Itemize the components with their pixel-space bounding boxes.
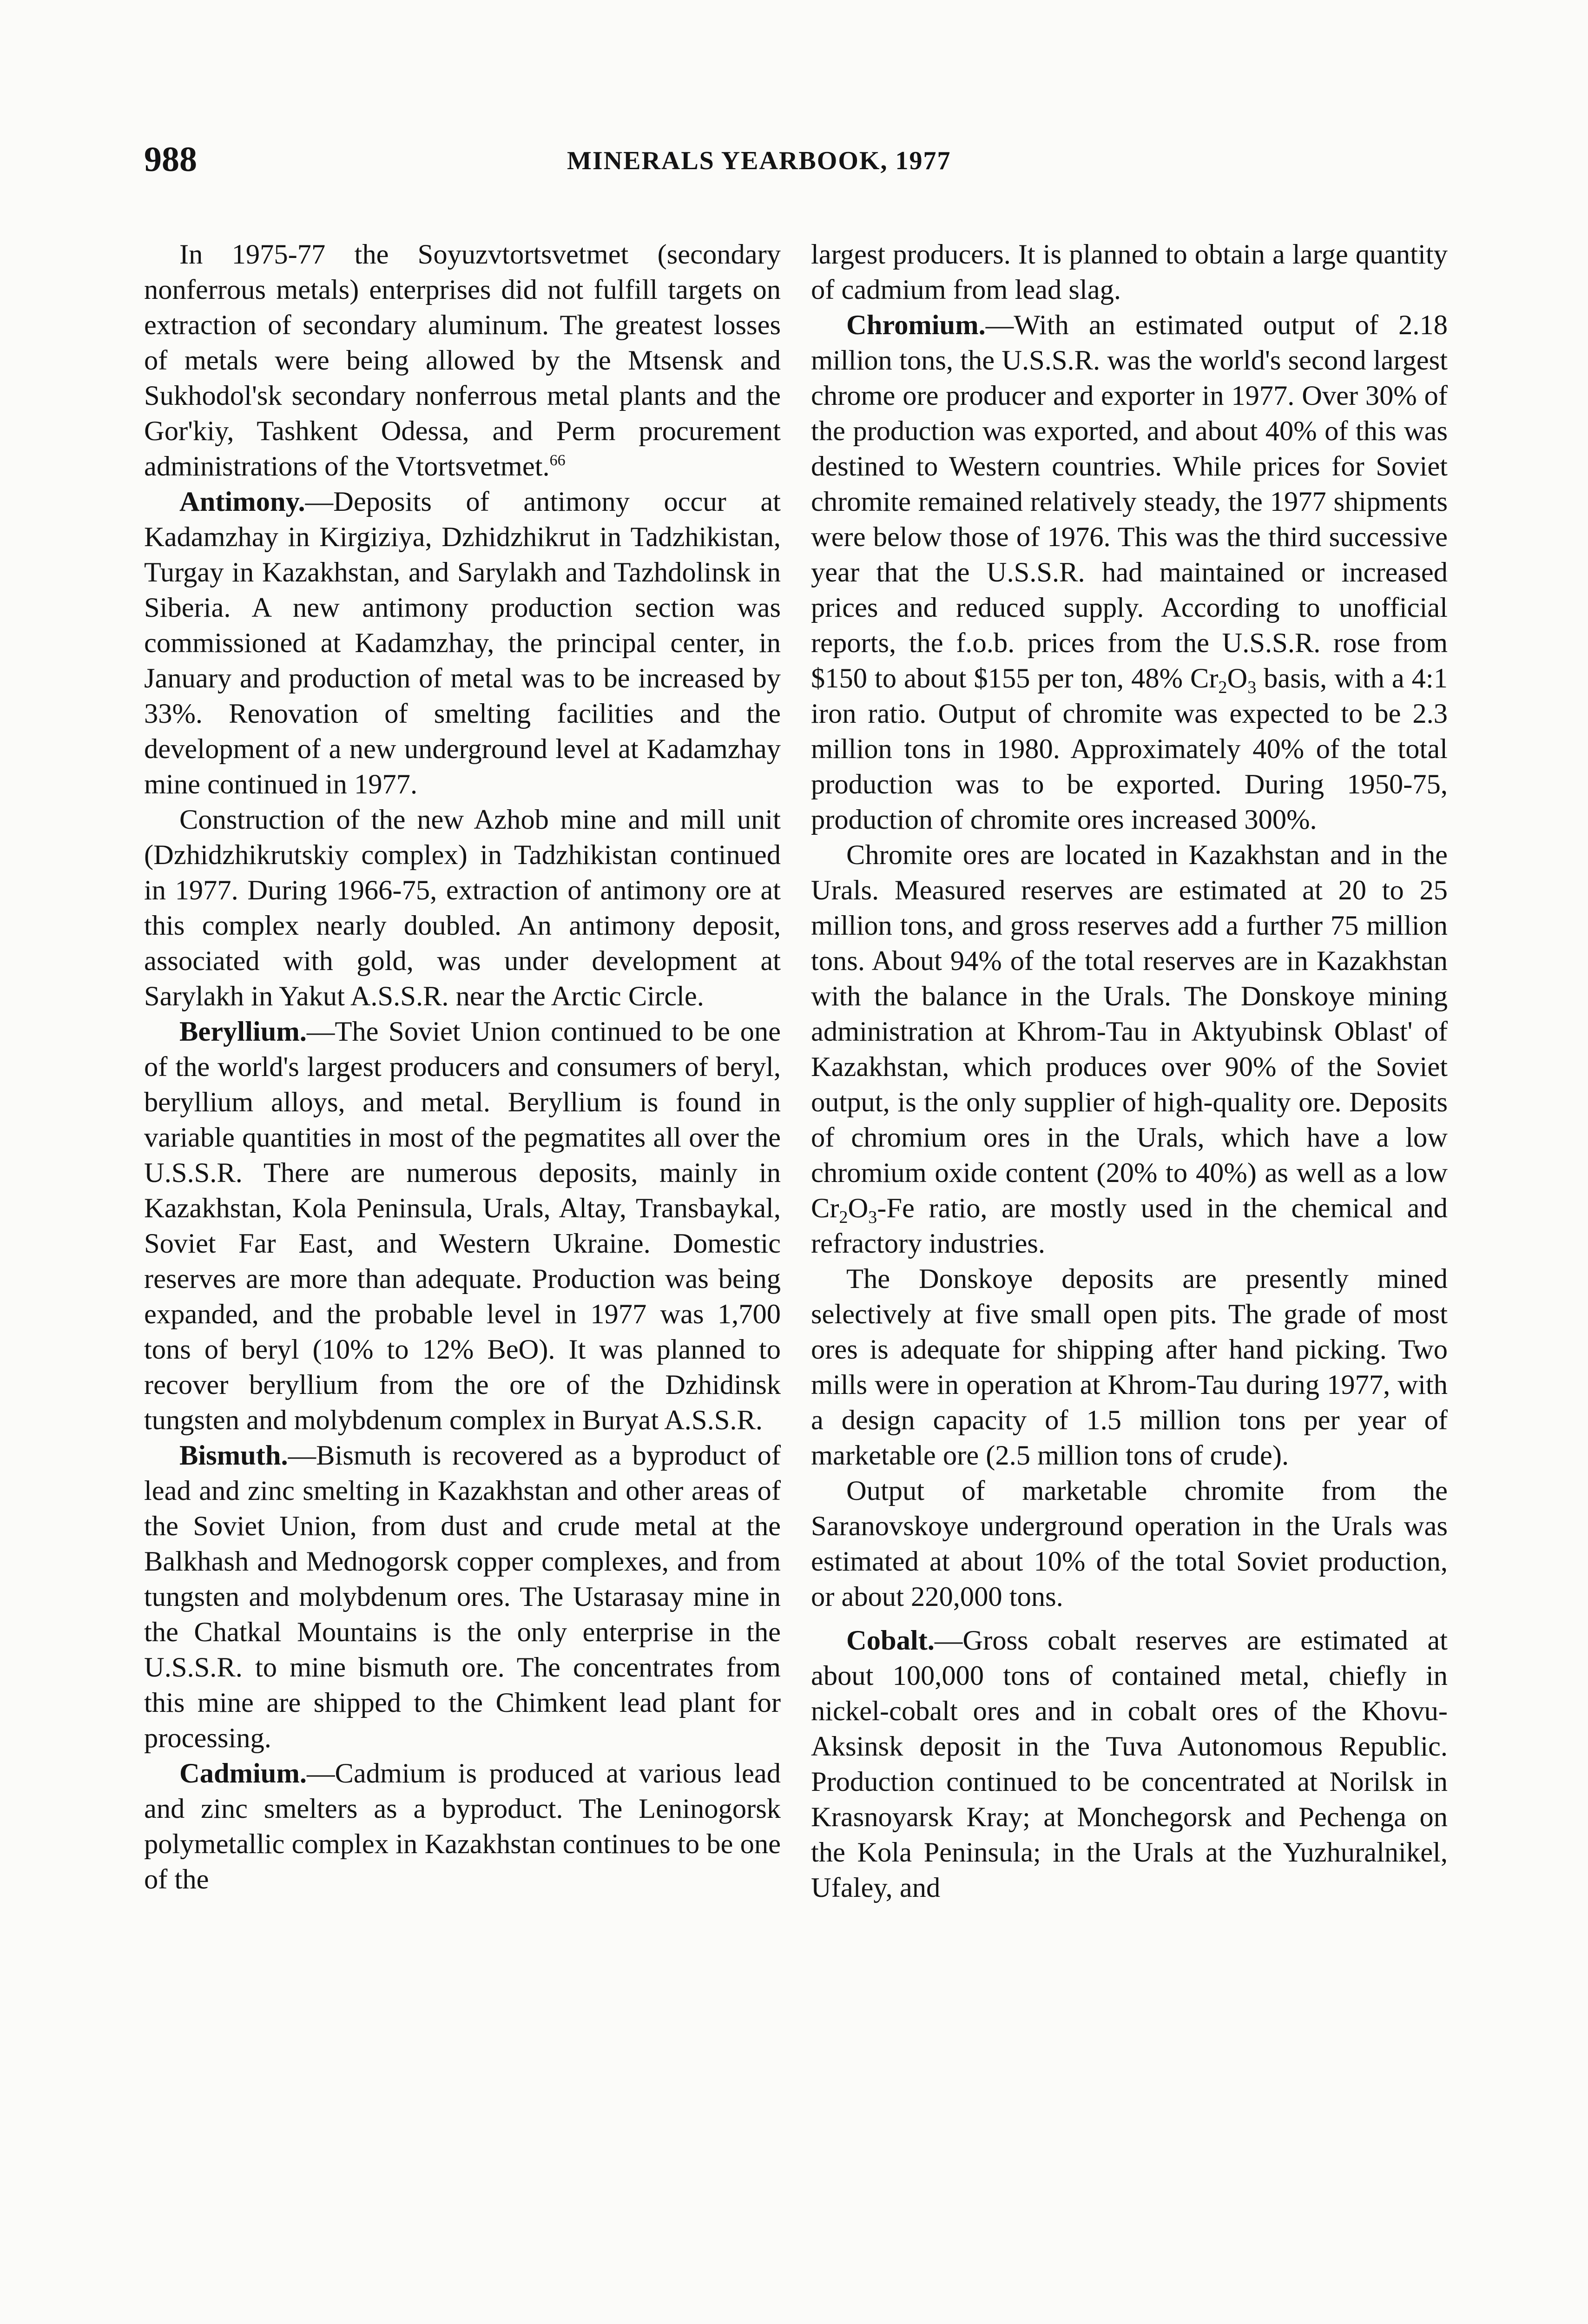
section-heading-antimony: Antimony. xyxy=(179,486,305,517)
paragraph-text: —Cadmium is produced at various lead and zinc smelters as a byproduct. The Leninogorsk polymetallic complex in Kazakhstan continues to be one of the xyxy=(144,1758,781,1895)
section-heading-bismuth: Bismuth. xyxy=(179,1440,288,1471)
section-heading-beryllium: Beryllium. xyxy=(179,1016,307,1047)
paragraph-text: In 1975-77 the Soyuzvtortsvetmet (secondary nonferrous metals) enterprises did not fulfill targets on extraction of secondary aluminum. The greatest losses of metals were being allowed by the Mtsensk and Sukhodol'sk secondary nonferrous metal plants and the Gor'kiy, Tashkent Odessa, and Perm procurement administrations of the Vtortsvetmet. xyxy=(144,239,781,482)
paragraph-text: basis, with a 4:1 iron ratio. Output of chromite was expected to be 2.3 million tons in 1980. Approximately 40% of the total production was to be exported. During 1950-75, production of chromite ores increased 300%. xyxy=(811,663,1448,835)
formula-subscript: 3 xyxy=(868,1208,877,1227)
paragraph-text: —With an estimated output of 2.18 million tons, the U.S.S.R. was the world's second largest chrome ore producer and exporter in 1977. Over 30% of the production was exported, and about 40% of this was destined to Western countries. While prices for Soviet chromite remained relatively steady, the 1977 shipments were below those of 1976. This was the third successive year that the U.S.S.R. had maintained or increased prices and reduced supply. According to unofficial reports, the f.o.b. prices from the U.S.S.R. rose from $150 to about $155 per ton, 48% Cr xyxy=(811,310,1448,694)
paragraph-chromite-ores xyxy=(811,838,1448,1261)
paragraph-cobalt xyxy=(811,1623,1448,1906)
section-heading-cadmium: Cadmium. xyxy=(179,1758,307,1789)
footnote-ref: 66 xyxy=(549,452,566,469)
page-header xyxy=(144,139,1492,191)
paragraph-text: —The Soviet Union continued to be one of the world's largest producers and consumers of beryl, beryllium alloys, and metal. Beryllium is found in variable quantities in most of the pegmatites all over the U.S.S.R. There are numerous deposits, mainly in Kazakhstan, Kola Peninsula, Urals, Altay, Transbaykal, Soviet Far East, and Western Ukraine. Domestic reserves are more than adequate. Production was being expanded, and the probable level in 1977 was 1,700 tons of beryl (10% to 12% BeO). It was planned to recover beryllium from the ore of the Dzhidinsk tungsten and molybdenum complex in Buryat A.S.S.R. xyxy=(144,1016,781,1436)
paragraph-bismuth xyxy=(144,1438,781,1756)
paragraph-text: largest producers. It is planned to obtain a large quantity of cadmium from lead slag. xyxy=(811,239,1448,305)
paragraph-secondary-metals xyxy=(144,237,781,484)
paragraph-cadmium xyxy=(144,1756,781,1897)
paragraph-text: —Bismuth is recovered as a byproduct of lead and zinc smelting in Kazakhstan and other areas of the Soviet Union, from dust and crude metal at the Balkhash and Mednogorsk copper complexes, and from tungsten and molybdenum ores. The Ustarasay mine in the Chatkal Mountains is the only enterprise in the U.S.S.R. to mine bismuth ore. The concentrates from this mine are shipped to the Chimkent lead plant for processing. xyxy=(144,1440,781,1754)
right-column xyxy=(811,237,1448,1906)
formula-element: O xyxy=(848,1193,869,1224)
formula-subscript: 2 xyxy=(839,1208,848,1227)
left-column xyxy=(144,237,781,1897)
paragraph-text: Construction of the new Azhob mine and mill unit (Dzhidzhikrutskiy complex) in Tadzhikistan continued in 1977. During 1966-75, extraction of antimony ore at this complex nearly doubled. An antimony deposit, associated with gold, was under development at Sarylakh in Yakut A.S.S.R. near the Arctic Circle. xyxy=(144,804,781,1012)
paragraph-text: —Deposits of antimony occur at Kadamzhay in Kirgiziya, Dzhidzhikrut in Tadzhikistan, Turgay in Kazakhstan, and Sarylakh and Tazhdolinsk in Siberia. A new antimony production section was commissioned at Kadamzhay, the principal center, in January and production of metal was to be increased by 33%. Renovation of smelting facilities and the development of a new underground level at Kadamzhay mine continued in 1977. xyxy=(144,486,781,800)
paragraph-text: Chromite ores are located in Kazakhstan and in the Urals. Measured reserves are estimated at 20 to 25 million tons, and gross reserves add a further 75 million tons. About 94% of the total reserves are in Kazakhstan with the balance in the Urals. The Donskoye mining administration at Khrom-Tau in Aktyubinsk Oblast' of Kazakhstan, which produces over 90% of the Soviet output, is the only supplier of high-quality ore. Deposits of chromium ores in the Urals, which have a low chromium oxide content (20% to 40%) as well as a low Cr xyxy=(811,839,1448,1224)
paragraph-cadmium-continued xyxy=(811,237,1448,308)
paragraph-text: The Donskoye deposits are presently mined selectively at five small open pits. The grade of most ores is adequate for shipping after hand picking. Two mills were in operation at Khrom-Tau during 1977, with a design capacity of 1.5 million tons per year of marketable ore (2.5 million tons of crude). xyxy=(811,1263,1448,1471)
paragraph-chromium xyxy=(811,308,1448,838)
paragraph-text: —Gross cobalt reserves are estimated at about 100,000 tons of contained metal, chiefly in nickel-cobalt ores and in cobalt ores of the Khovu-Aksinsk deposit in the Tuva Autonomous Republic. Production continued to be concentrated at Norilsk in Krasnoyarsk Kray; at Monchegorsk and Pechenga on the Kola Peninsula; in the Urals at the Yuzhuralnikel, Ufaley, and xyxy=(811,1625,1448,1903)
paragraph-antimony xyxy=(144,484,781,802)
paragraph-saranovskoye xyxy=(811,1473,1448,1615)
formula-subscript: 2 xyxy=(1218,678,1227,697)
page-number: 988 xyxy=(144,140,197,179)
section-heading-cobalt: Cobalt. xyxy=(846,1625,935,1656)
paragraph-beryllium xyxy=(144,1014,781,1438)
paragraph-donskoye xyxy=(811,1261,1448,1473)
section-heading-chromium: Chromium. xyxy=(846,310,986,341)
paragraph-text: -Fe ratio, are mostly used in the chemical and refractory industries. xyxy=(811,1193,1448,1259)
running-title: MINERALS YEARBOOK, 1977 xyxy=(567,146,951,175)
formula-element: O xyxy=(1227,663,1248,694)
paragraph-text: Output of marketable chromite from the Saranovskoye underground operation in the Urals was estimated at about 10% of the total Soviet production, or about 220,000 tons. xyxy=(811,1475,1448,1612)
paragraph-azhob xyxy=(144,802,781,1014)
formula-subscript: 3 xyxy=(1247,678,1257,697)
